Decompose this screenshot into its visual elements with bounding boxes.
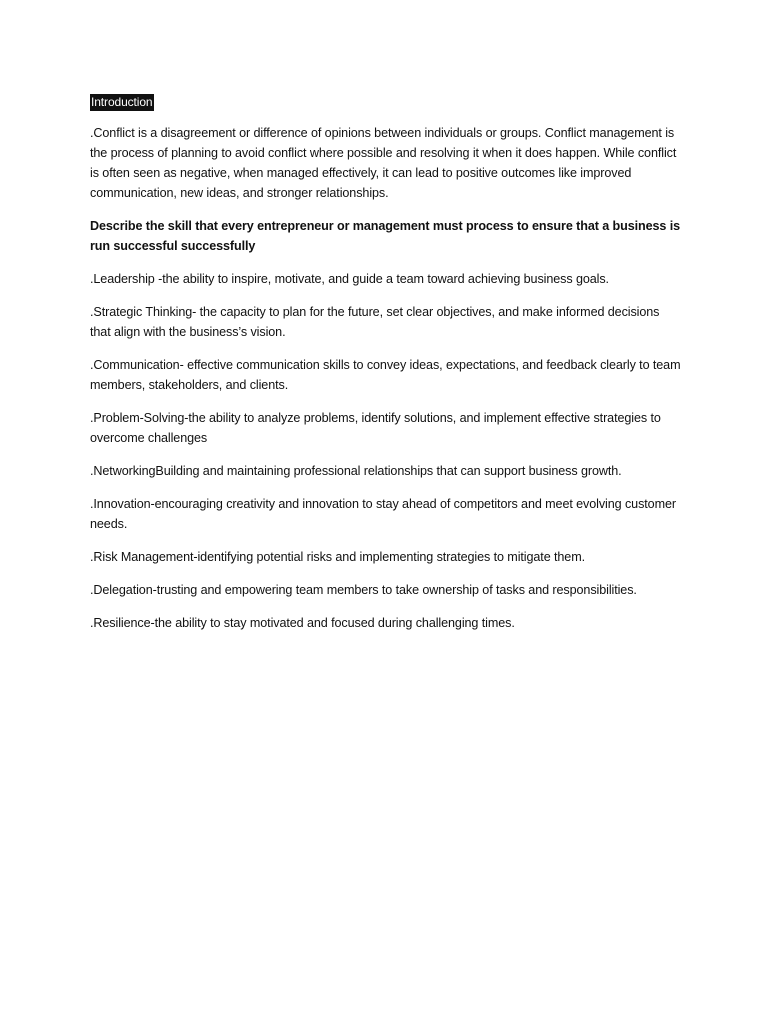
skill-resilience: .Resilience-the ability to stay motivated and focused during challenging times. [90, 616, 515, 630]
skill-strategic-thinking: .Strategic Thinking- the capacity to plan for the future, set clear objectives, and make informed decisions that align with the business’s vision. [90, 305, 660, 339]
section-heading-highlighted[interactable]: Introduction [91, 95, 153, 109]
skill-problem-solving: .Problem-Solving-the ability to analyze problems, identify solutions, and implement effective strategies to overcome challenges [90, 411, 661, 445]
skill-innovation: .Innovation-encouraging creativity and innovation to stay ahead of competitors and meet evolving customer needs. [90, 497, 676, 531]
skill-risk-management: .Risk Management-identifying potential risks and implementing strategies to mitigate them. [90, 550, 585, 564]
document-body [90, 92, 682, 646]
skill-communication: .Communication- effective communication skills to convey ideas, expectations, and feedback clearly to team members, stakeholders, and clients. [90, 358, 681, 392]
skill-leadership: .Leadership -the ability to inspire, motivate, and guide a team toward achieving business goals. [90, 272, 609, 286]
skill-delegation: .Delegation-trusting and empowering team members to take ownership of tasks and responsibilities. [90, 583, 637, 597]
intro-paragraph: .Conflict is a disagreement or difference of opinions between individuals or groups. Conflict management is the process of planning to avoid conflict where possible and resolving it when it does happen. While conflict is often seen as negative, when managed effectively, it can lead to positive outcomes like improved communication, new ideas, and stronger relationships. [90, 126, 677, 200]
skill-networking: .NetworkingBuilding and maintaining professional relationships that can support business growth. [90, 464, 622, 478]
question-heading: Describe the skill that every entrepreneur or management must process to ensure that a business is run successful successfully [90, 219, 681, 253]
